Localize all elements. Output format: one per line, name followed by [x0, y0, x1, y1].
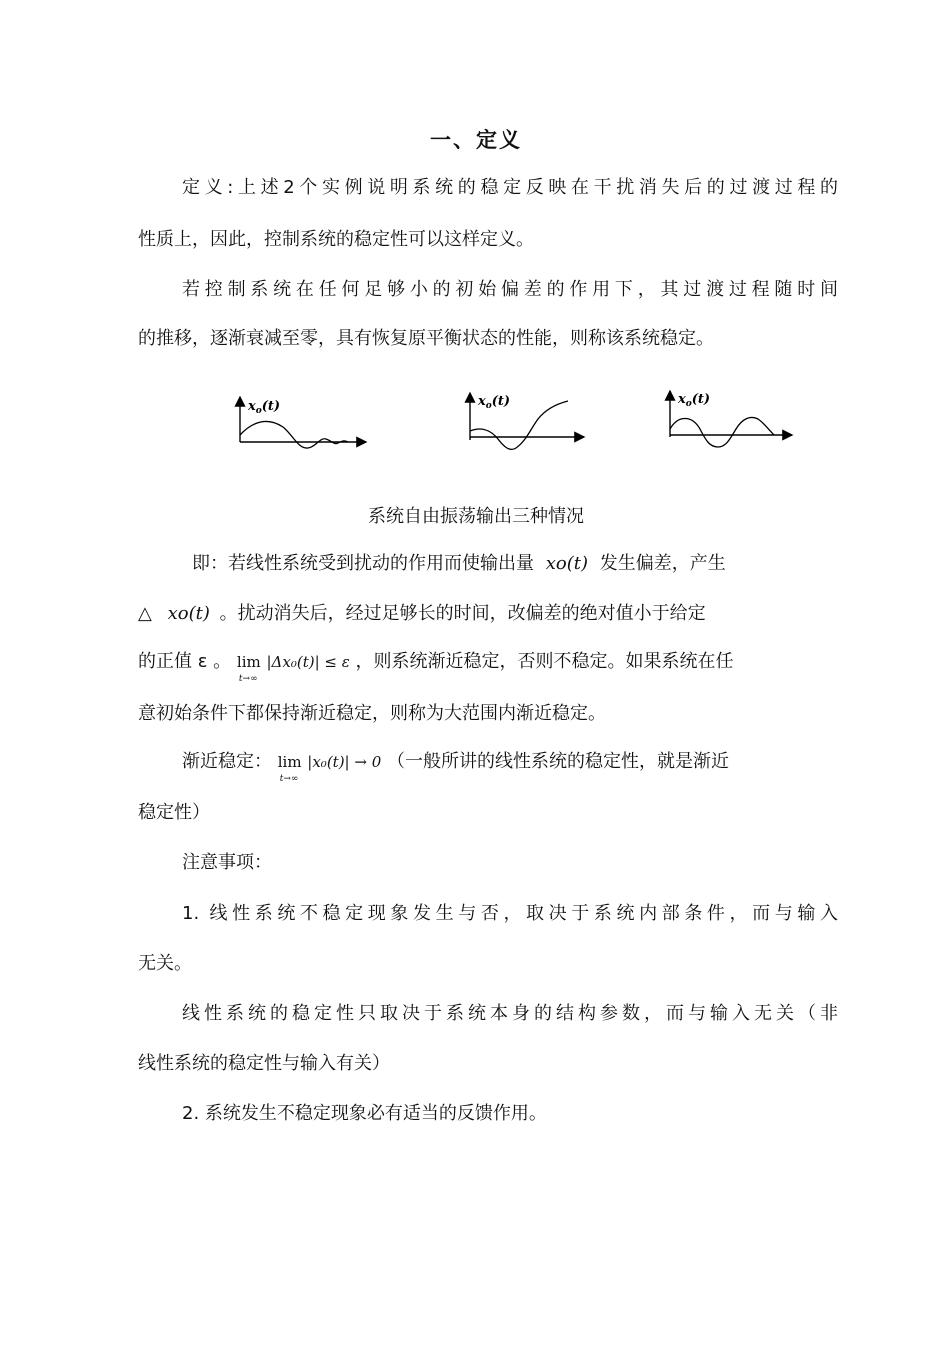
disturbance-line-2: [138, 602, 838, 626]
decaying-wave: [240, 421, 348, 448]
disturbance-line-1: [192, 552, 838, 576]
plot-decaying: [228, 385, 378, 465]
text-segment: ，则系统渐近稳定，否则不稳定。如果系统在任: [355, 651, 734, 672]
note-1-line-2: 无关。: [138, 953, 192, 974]
note-1-detail-line-1: 线性系统的稳定性只取决于系统本身的结构参数，而与输入无关（非: [182, 1003, 838, 1024]
delta-symbol: △: [138, 603, 152, 624]
note-1-detail-line-2: 线性系统的稳定性与输入有关）: [138, 1053, 390, 1074]
note-1-line-1: 1. 线性系统不稳定现象发生与否，取决于系统内部条件，而与输入: [182, 903, 838, 924]
text-segment: 。扰动消失后，经过足够长的时间，改偏差的绝对值小于给定: [219, 603, 706, 624]
y-axis-label: $x_o(t)$: [678, 392, 711, 409]
text-segment: （一般所讲的线性系统的稳定性，就是渐近: [387, 751, 729, 772]
output-variable: xo(t): [167, 603, 210, 624]
limit-operator: lim t→∞: [237, 650, 261, 674]
limit-subscript: t→∞: [279, 774, 299, 784]
text-segment: 发生偏差，产生: [599, 553, 726, 574]
plot-growing: [458, 385, 598, 465]
y-axis-label: $x_o(t)$: [248, 399, 281, 416]
limit-expression: |x₀(t)| → 0: [307, 753, 382, 771]
constant-wave: [670, 417, 774, 447]
stability-definition-line-1: 若控制系统在任何足够小的初始偏差的作用下，其过渡过程随时间: [182, 279, 838, 300]
limit-subscript: t→∞: [238, 674, 258, 684]
asymptotic-line-2: 稳定性）: [138, 802, 210, 823]
output-variable: xo(t): [545, 553, 589, 574]
stability-definition-line-2: 的推移，逐渐衰减至零，具有恢复原平衡状态的性能，则称该系统稳定。: [138, 328, 714, 349]
disturbance-line-4: 意初始条件下都保持渐近稳定，则称为大范围内渐近稳定。: [138, 703, 606, 724]
section-heading: 一、定义: [430, 128, 522, 152]
limit-operator: lim t→∞: [278, 750, 302, 774]
figure-caption: 系统自由振荡输出三种情况: [368, 506, 584, 527]
y-axis-label: $x_o(t)$: [478, 394, 511, 411]
text-segment: 即：若线性系统受到扰动的作用而使输出量: [192, 553, 534, 574]
text-segment: 渐近稳定：: [182, 751, 272, 772]
plot-constant: [658, 385, 798, 465]
definition-line-2: 性质上，因此，控制系统的稳定性可以这样定义。: [138, 229, 534, 250]
definition-line-1: 定义:上述2个实例说明系统的稳定反映在干扰消失后的过渡过程的: [182, 177, 838, 198]
limit-expression: |Δx₀(t)| ≤ ε: [266, 653, 350, 671]
asymptotic-line-1: [182, 750, 838, 784]
disturbance-line-3: [138, 650, 838, 684]
notes-heading: 注意事项：: [182, 852, 272, 873]
text-segment: 的正值 ε 。: [138, 651, 232, 672]
note-2: 2. 系统发生不稳定现象必有适当的反馈作用。: [182, 1103, 547, 1124]
